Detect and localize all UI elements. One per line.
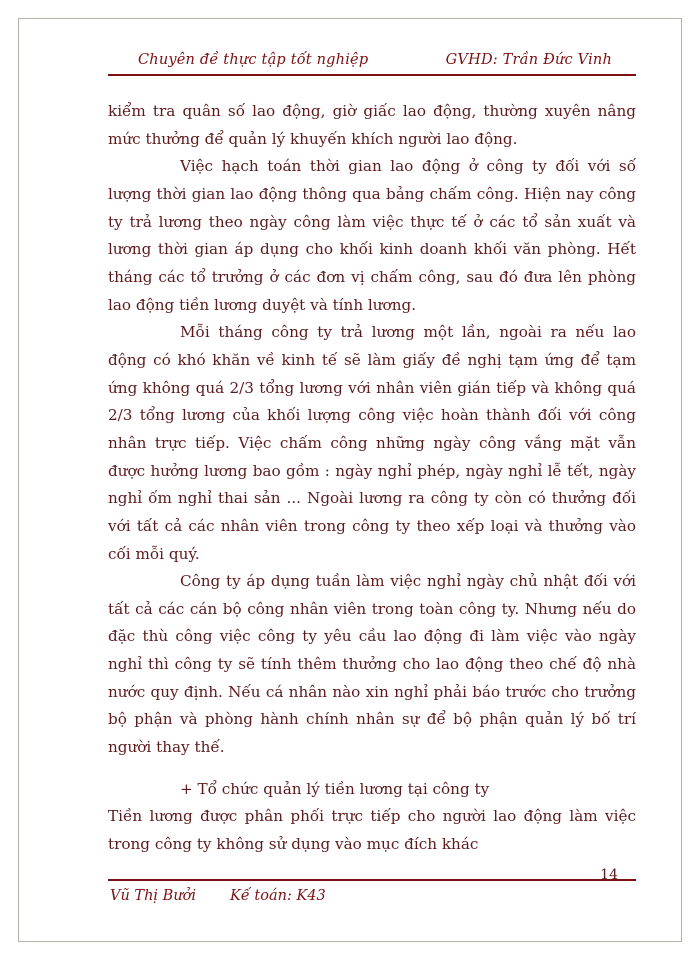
page-content [108, 52, 636, 859]
page-number: 14 [600, 867, 618, 883]
header-left-text: Chuyên đề thực tập tốt nghiệp [138, 52, 369, 68]
paragraph-1: kiểm tra quân số lao động, giờ giấc lao động, thường xuyên nâng mức thưởng để quản lý khuyến khích người lao động. [108, 102, 636, 148]
page-footer [108, 867, 636, 904]
paragraph-5-subheading: + Tổ chức quản lý tiền lương tại công ty [180, 779, 490, 798]
footer-author: Vũ Thị Bưởi [110, 888, 197, 904]
paragraph-3: Mỗi tháng công ty trả lương một lần, ngoài ra nếu lao động có khó khăn về kinh tế sẽ làm giấy đề nghị tạm ứng để tạm ứng không quá 2/3 tổng lương với nhân viên gián tiếp và không quá 2/3 tổng lương của khối lượng công việc hoàn thành đối với công nhân trực tiếp. Việc chấm công những ngày công vắng mặt vẫn được hưởng lương bao gồm : ngày nghỉ phép, ngày nghỉ lễ tết, ngày nghỉ ốm nghỉ thai sản ... Ngoài lương ra công ty còn có thưởng đối với tất cả các nhân viên trong công ty theo xếp loại và thưởng vào cối mỗi quý. [108, 323, 636, 563]
paragraph-4: Công ty áp dụng tuần làm việc nghỉ ngày chủ nhật đối với tất cả các cán bộ công nhân viên trong toàn công ty. Nhưng nếu do đặc thù công việc công ty yêu cầu lao động đi làm việc vào ngày nghỉ thì công ty sẽ tính thêm thưởng cho lao động theo chế độ nhà nước quy định. Nếu cá nhân nào xin nghỉ phải báo trước cho trưởng bộ phận và phòng hành chính nhân sự để bộ phận quản lý bố trí người thay thế. [108, 572, 636, 757]
header-right-text: GVHD: Trần Đức Vinh [445, 52, 612, 68]
paragraph-6: Tiền lương được phân phối trực tiếp cho người lao động làm việc trong công ty không sử dụng vào mục đích khác [108, 807, 636, 854]
page-footer-area [108, 867, 636, 904]
footer-class: Kế toán: K43 [230, 888, 326, 904]
page-header [108, 52, 636, 68]
body-text [108, 98, 636, 859]
paragraph-2: Việc hạch toán thời gian lao động ở công ty đối với số lượng thời gian lao động thông qua bảng chấm công. Hiện nay công ty trả lương theo ngày công làm việc thực tế ở các tổ sản xuất và lương thời gian áp dụng cho khối kinh doanh khối văn phòng. Hết tháng các tổ trưởng ở các đơn vị chấm công, sau đó đưa lên phòng lao động tiền lương duyệt và tính lương. [108, 157, 636, 314]
header-rule [108, 74, 636, 76]
footer-rule [108, 879, 636, 881]
